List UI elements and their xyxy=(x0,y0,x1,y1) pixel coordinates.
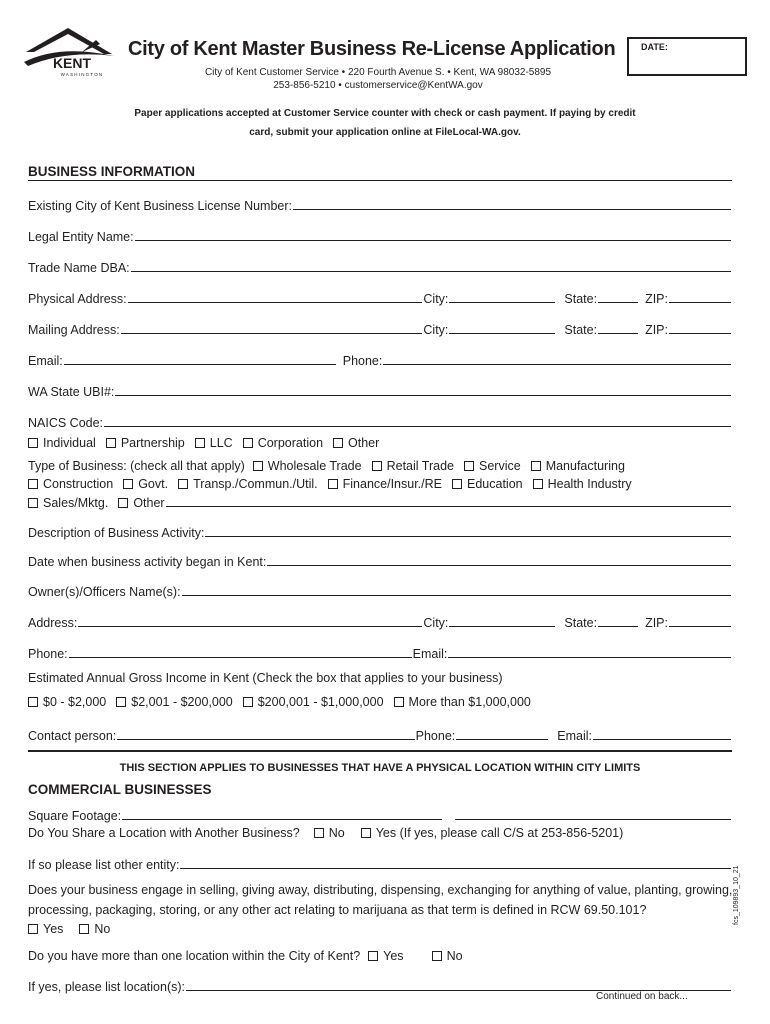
existing-license-field[interactable] xyxy=(28,195,732,213)
address-line-2: 253-856-5210 • customerservice@KentWA.gov xyxy=(273,80,483,91)
entity-type-options xyxy=(28,436,389,450)
share-location-row xyxy=(28,826,633,840)
city-of-kent-logo xyxy=(20,22,120,78)
svg-text:KENT: KENT xyxy=(52,55,92,71)
business-type-row-3 xyxy=(28,492,732,510)
checkbox[interactable] xyxy=(178,479,188,489)
email-label: Email: xyxy=(412,647,448,661)
date-box[interactable] xyxy=(627,37,747,76)
state-label: State: xyxy=(564,323,598,337)
marijuana-yes[interactable]: Yes xyxy=(28,922,63,936)
checkbox[interactable] xyxy=(123,479,133,489)
date-began-label: Date when business activity began in Kent: xyxy=(28,555,267,569)
type-option-other[interactable]: Other xyxy=(118,496,164,510)
form-code: fcs_109893_10_21 xyxy=(733,865,740,925)
checkbox[interactable] xyxy=(116,697,126,707)
checkbox[interactable] xyxy=(333,438,343,448)
existing-license-label: Existing City of Kent Business License Number: xyxy=(28,199,293,213)
mailing-address-row[interactable] xyxy=(28,319,732,337)
type-option-service[interactable]: Service xyxy=(464,459,521,473)
owners-field[interactable] xyxy=(28,581,732,599)
address-line-1: City of Kent Customer Service • 220 Fourth Avenue S. • Kent, WA 98032-5895 xyxy=(204,67,552,78)
entity-option-corporation[interactable]: Corporation xyxy=(243,436,323,450)
checkbox[interactable] xyxy=(243,697,253,707)
address-label: Address: xyxy=(28,616,78,630)
trade-name-label: Trade Name DBA: xyxy=(28,261,130,275)
state-label: State: xyxy=(564,616,598,630)
more-locations-yes[interactable]: Yes xyxy=(368,949,403,963)
phone-label: Phone: xyxy=(342,354,383,368)
date-began-field[interactable] xyxy=(28,551,732,569)
checkbox[interactable] xyxy=(361,828,371,838)
contact-person-row[interactable] xyxy=(28,725,732,743)
type-option-retail[interactable]: Retail Trade xyxy=(372,459,454,473)
type-option-transp[interactable]: Transp./Commun./Util. xyxy=(178,477,318,491)
owner-address-row[interactable] xyxy=(28,612,732,630)
naics-field[interactable] xyxy=(28,412,732,430)
other-entity-label: If so please list other entity: xyxy=(28,858,180,872)
phone-label: Phone: xyxy=(28,647,68,661)
business-type-row-2 xyxy=(28,477,642,491)
continued-on-back: Continued on back... xyxy=(596,991,688,1002)
checkbox[interactable] xyxy=(79,924,89,934)
date-label: DATE: xyxy=(641,42,668,52)
state-label: State: xyxy=(564,292,598,306)
type-option-govt[interactable]: Govt. xyxy=(123,477,168,491)
checkbox[interactable] xyxy=(533,479,543,489)
checkbox[interactable] xyxy=(432,951,442,961)
city-label: City: xyxy=(423,616,449,630)
physical-address-label: Physical Address: xyxy=(28,292,127,306)
ubi-field[interactable] xyxy=(28,381,732,399)
commercial-section-note: THIS SECTION APPLIES TO BUSINESSES THAT HAVE A PHYSICAL LOCATION WITHIN CITY LIMITS xyxy=(119,762,641,774)
entity-option-partnership[interactable]: Partnership xyxy=(106,436,185,450)
commercial-businesses-heading: COMMERCIAL BUSINESSES xyxy=(28,782,212,797)
marijuana-question: Does your business engage in selling, giving away, distributing, dispensing, exchanging for anything of value, planting, growing, processing, packaging, storing, or any other act relating to marijuana as that term is defined in RCW 69.50.101? xyxy=(28,883,733,917)
business-information-heading: BUSINESS INFORMATION xyxy=(28,164,196,179)
email-label: Email: xyxy=(28,354,63,368)
more-locations-no[interactable]: No xyxy=(432,949,463,963)
zip-label: ZIP: xyxy=(645,292,668,306)
description-field[interactable] xyxy=(28,522,732,540)
business-type-row-1 xyxy=(28,459,635,473)
income-option-4[interactable]: More than $1,000,000 xyxy=(394,695,531,709)
income-label: Estimated Annual Gross Income in Kent (Check the box that applies to your business) xyxy=(28,671,503,685)
phone-label: Phone: xyxy=(415,729,456,743)
email-label: Email: xyxy=(557,729,592,743)
contact-person-label: Contact person: xyxy=(28,729,117,743)
notice-line-1: Paper applications accepted at Customer Service counter with check or cash payment. If paying by credit xyxy=(134,108,636,119)
checkbox[interactable] xyxy=(394,697,404,707)
zip-label: ZIP: xyxy=(645,323,668,337)
owners-label: Owner(s)/Officers Name(s): xyxy=(28,585,181,599)
type-option-manufacturing[interactable]: Manufacturing xyxy=(531,459,625,473)
other-entity-field[interactable] xyxy=(28,854,732,872)
checkbox[interactable] xyxy=(28,924,38,934)
income-options xyxy=(28,695,541,709)
checkbox[interactable] xyxy=(368,951,378,961)
physical-address-row[interactable] xyxy=(28,288,732,306)
type-of-business-label: Type of Business: (check all that apply) xyxy=(28,459,245,473)
checkbox[interactable] xyxy=(464,461,474,471)
city-label: City: xyxy=(423,292,449,306)
square-footage-label: Square Footage: xyxy=(28,809,122,823)
checkbox[interactable] xyxy=(372,461,382,471)
legal-entity-field[interactable] xyxy=(28,226,732,244)
income-option-2[interactable]: $2,001 - $200,000 xyxy=(116,695,232,709)
checkbox[interactable] xyxy=(195,438,205,448)
svg-text:WASHINGTON: WASHINGTON xyxy=(60,72,104,77)
email-phone-row[interactable] xyxy=(28,350,732,368)
naics-label: NAICS Code: xyxy=(28,416,104,430)
checkbox[interactable] xyxy=(28,498,38,508)
type-option-construction[interactable]: Construction xyxy=(28,477,113,491)
city-label: City: xyxy=(423,323,449,337)
mailing-address-label: Mailing Address: xyxy=(28,323,120,337)
square-footage-field[interactable] xyxy=(28,805,732,823)
marijuana-no[interactable]: No xyxy=(79,922,110,936)
share-location-no[interactable]: No xyxy=(314,826,345,840)
checkbox[interactable] xyxy=(118,498,128,508)
checkbox[interactable] xyxy=(328,479,338,489)
checkbox[interactable] xyxy=(531,461,541,471)
notice-line-2: card, submit your application online at FileLocal-WA.gov. xyxy=(249,127,521,138)
type-option-health[interactable]: Health Industry xyxy=(533,477,632,491)
section-divider xyxy=(28,180,732,181)
more-locations-row xyxy=(28,949,473,963)
checkbox[interactable] xyxy=(106,438,116,448)
checkbox[interactable] xyxy=(452,479,462,489)
checkbox[interactable] xyxy=(28,438,38,448)
type-other-line[interactable] xyxy=(166,506,731,507)
share-location-yes[interactable]: Yes (If yes, please call C/S at 253-856-5201) xyxy=(361,826,624,840)
ubi-label: WA State UBI#: xyxy=(28,385,115,399)
zip-label: ZIP: xyxy=(645,616,668,630)
entity-option-individual[interactable]: Individual xyxy=(28,436,96,450)
more-locations-label: Do you have more than one location within the City of Kent? xyxy=(28,949,361,963)
entity-option-other[interactable]: Other xyxy=(333,436,379,450)
trade-name-field[interactable] xyxy=(28,257,732,275)
income-option-3[interactable]: $200,001 - $1,000,000 xyxy=(243,695,384,709)
type-option-finance[interactable]: Finance/Insur./RE xyxy=(328,477,442,491)
checkbox[interactable] xyxy=(28,697,38,707)
checkbox[interactable] xyxy=(253,461,263,471)
legal-entity-label: Legal Entity Name: xyxy=(28,230,134,244)
share-location-label: Do You Share a Location with Another Business? xyxy=(28,826,300,840)
type-option-sales[interactable]: Sales/Mktg. xyxy=(28,496,108,510)
section-divider xyxy=(28,750,732,752)
checkbox[interactable] xyxy=(314,828,324,838)
checkbox[interactable] xyxy=(243,438,253,448)
description-label: Description of Business Activity: xyxy=(28,526,205,540)
form-title: City of Kent Master Business Re-License Application xyxy=(128,38,616,60)
entity-option-llc[interactable]: LLC xyxy=(195,436,233,450)
income-option-1[interactable]: $0 - $2,000 xyxy=(28,695,106,709)
type-option-wholesale[interactable]: Wholesale Trade xyxy=(253,459,362,473)
list-locations-label: If yes, please list location(s): xyxy=(28,980,186,994)
marijuana-options xyxy=(28,922,120,936)
type-option-education[interactable]: Education xyxy=(452,477,523,491)
owner-phone-email-row[interactable] xyxy=(28,643,732,661)
checkbox[interactable] xyxy=(28,479,38,489)
